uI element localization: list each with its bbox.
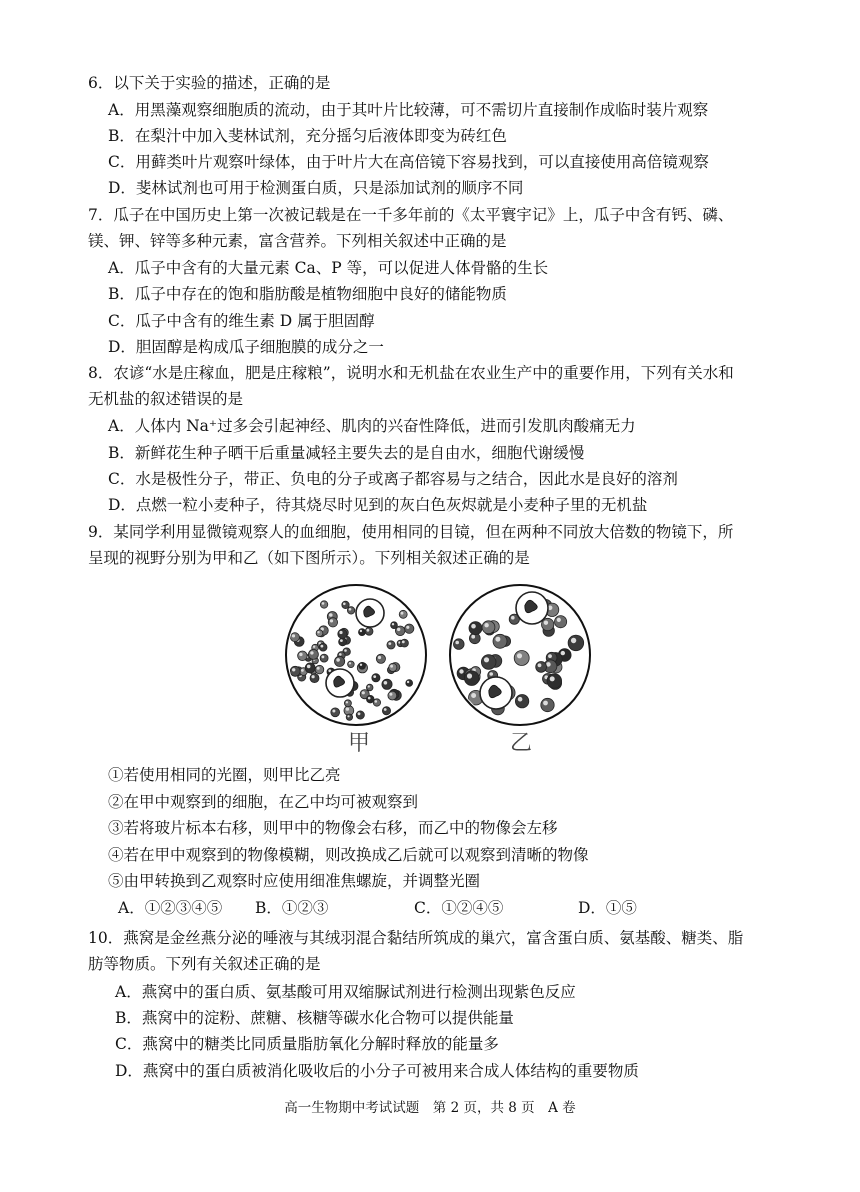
- red-blood-cell: [346, 714, 352, 720]
- red-blood-cell: [515, 695, 528, 708]
- red-blood-cell: [298, 651, 308, 661]
- red-blood-cell: [382, 707, 390, 715]
- q7-stem-line1: 7．瓜子在中国历史上第一次被记载是在一千多年前的《太平寰宇记》上，瓜子中含有钙、磷、: [88, 206, 734, 224]
- q9-choice-b: B．①②③: [255, 899, 329, 917]
- q9-statement-3: ③若将玻片标本右移，则甲中的物像会右移，而乙中的物像会左移: [108, 819, 558, 837]
- red-blood-cell: [308, 649, 318, 659]
- q9-statement-2: ②在甲中观察到的细胞，在乙中均可被观察到: [108, 793, 419, 811]
- red-blood-cell: [382, 679, 392, 689]
- red-blood-cell: [536, 662, 547, 673]
- red-blood-cell: [356, 711, 364, 719]
- microscope-fields-drawing: [270, 583, 610, 773]
- red-blood-cell: [319, 643, 327, 651]
- red-blood-cell: [290, 666, 300, 676]
- red-blood-cell: [405, 624, 414, 633]
- red-blood-cell: [365, 627, 373, 635]
- q9-choice-a: A．①②③④⑤: [118, 899, 223, 917]
- q8-option-a: A．人体内 Na⁺过多会引起神经、肌肉的兴奋性降低，进而引发肌肉酸痛无力: [108, 417, 636, 435]
- microscope-fields-figure: [270, 583, 610, 773]
- red-blood-cell: [387, 641, 395, 649]
- red-blood-cell: [290, 633, 299, 642]
- q9-stem-line1: 9．某同学利用显微镜观察人的血细胞，使用相同的目镜，但在两种不同放大倍数的物镜下，所: [88, 523, 734, 541]
- red-blood-cell: [310, 674, 319, 683]
- q10-option-a: A．燕窝中的蛋白质、氨基酸可用双缩脲试剂进行检测出现紫色反应: [115, 983, 576, 1001]
- red-blood-cell: [401, 639, 409, 647]
- red-blood-cell: [359, 629, 366, 636]
- q8-option-c: C．水是极性分子，带正、负电的分子或离子都容易与之结合，因此水是良好的溶剂: [108, 470, 678, 488]
- red-blood-cell: [328, 618, 337, 627]
- q8-option-d: D．点燃一粒小麦种子，待其烧尽时见到的灰白色灰烬就是小麦种子里的无机盐: [108, 496, 648, 514]
- q10-stem-line1: 10．燕窝是金丝燕分泌的唾液与其绒羽混合黏结所筑成的巢穴，富含蛋白质、氨基酸、糖类、脂: [88, 929, 744, 947]
- red-blood-cell: [482, 621, 495, 634]
- field-yi: [450, 585, 590, 725]
- red-blood-cell: [344, 700, 351, 707]
- red-blood-cell: [568, 635, 584, 651]
- red-blood-cell: [342, 601, 349, 608]
- q9-statement-4: ④若在甲中观察到的物像模糊，则改换成乙后就可以观察到清晰的物像: [108, 846, 589, 864]
- q7-option-a: A．瓜子中含有的大量元素 Ca、P 等，可以促进人体骨骼的生长: [108, 259, 549, 277]
- red-blood-cell: [339, 638, 347, 646]
- red-blood-cell: [305, 663, 315, 673]
- red-blood-cell: [389, 663, 397, 671]
- q10-option-d: D．燕窝中的蛋白质被消化吸收后的小分子可被用来合成人体结构的重要物质: [115, 1062, 639, 1080]
- q6-option-c: C．用藓类叶片观察叶绿体，由于叶片大在高倍镜下容易找到，可以直接使用高倍镜观察: [108, 153, 709, 171]
- q9-choice-d: D．①⑤: [578, 899, 637, 917]
- q9-statement-1: ①若使用相同的光圈，则甲比乙亮: [108, 766, 341, 784]
- red-blood-cell: [315, 665, 324, 674]
- q6-option-d: D．斐林试剂也可用于检测蛋白质，只是添加试剂的顺序不同: [108, 179, 524, 197]
- red-blood-cell: [469, 622, 482, 635]
- q6-option-b: B．在梨汁中加入斐林试剂，充分摇匀后液体即变为砖红色: [108, 127, 507, 145]
- q10-option-c: C．燕窝中的糖类比同质量脂肪氧化分解时释放的能量多: [115, 1035, 499, 1053]
- q7-option-b: B．瓜子中存在的饱和脂肪酸是植物细胞中良好的储能物质: [108, 285, 507, 303]
- red-blood-cell: [338, 629, 347, 638]
- q9-stem-line2: 呈现的视野分别为甲和乙（如下图所示）。下列相关叙述正确的是: [88, 549, 530, 567]
- q8-stem-line1: 8．农谚“水是庄稼血，肥是庄稼粮”，说明水和无机盐在农业生产中的重要作用，下列有关水和: [88, 364, 734, 382]
- q7-option-c: C．瓜子中含有的维生素 D 属于胆固醇: [108, 312, 375, 330]
- q7-option-d: D．胆固醇是构成瓜子细胞膜的成分之一: [108, 338, 384, 356]
- q10-stem-line2: 肪等物质。下列有关叙述正确的是: [88, 955, 321, 973]
- red-blood-cell: [395, 626, 405, 636]
- red-blood-cell: [331, 708, 340, 717]
- field-jia: [286, 585, 426, 725]
- red-blood-cell: [493, 634, 507, 648]
- figure-label-yi: 乙: [510, 731, 533, 756]
- red-blood-cell: [388, 691, 397, 700]
- q9-statement-5: ⑤由甲转换到乙观察时应使用细准焦螺旋，并调整光圈: [108, 872, 481, 890]
- q9-choice-c: C．①②④⑤: [414, 899, 504, 917]
- q8-option-b: B．新鲜花生种子晒干后重量减轻主要失去的是自由水，细胞代谢缓慢: [108, 444, 585, 462]
- red-blood-cell: [555, 616, 567, 628]
- red-blood-cell: [372, 674, 380, 682]
- red-blood-cell: [481, 655, 496, 670]
- red-blood-cell: [335, 656, 345, 666]
- red-blood-cell: [373, 699, 380, 706]
- red-blood-cell: [454, 639, 465, 650]
- red-blood-cell: [366, 684, 373, 691]
- red-blood-cell: [348, 661, 355, 668]
- red-blood-cell: [320, 601, 327, 608]
- page-footer: 高一生物期中考试试题 第 2 页，共 8 页 A 卷: [284, 1100, 576, 1116]
- q10-option-b: B．燕窝中的淀粉、蔗糖、核糖等碳水化合物可以提供能量: [115, 1009, 514, 1027]
- red-blood-cell: [347, 607, 354, 614]
- red-blood-cell: [359, 662, 366, 669]
- red-blood-cell: [406, 680, 413, 687]
- red-blood-cell: [316, 630, 323, 637]
- red-blood-cell: [514, 651, 529, 666]
- q6-option-a: A．用黑藻观察细胞质的流动，由于其叶片比较薄，可不需切片直接制作成临时装片观察: [108, 101, 709, 119]
- figure-label-jia: 甲: [348, 731, 371, 756]
- red-blood-cell: [320, 654, 328, 662]
- q7-stem-line2: 镁、钾、锌等多种元素，富含营养。下列相关叙述中正确的是: [88, 232, 507, 250]
- red-blood-cell: [464, 671, 479, 686]
- red-blood-cell: [547, 674, 562, 689]
- red-blood-cell: [376, 654, 385, 663]
- red-blood-cell: [399, 610, 407, 618]
- red-blood-cell: [541, 698, 554, 711]
- q6-stem: 6．以下关于实验的描述，正确的是: [88, 74, 331, 92]
- q8-stem-line2: 无机盐的叙述错误的是: [88, 390, 244, 408]
